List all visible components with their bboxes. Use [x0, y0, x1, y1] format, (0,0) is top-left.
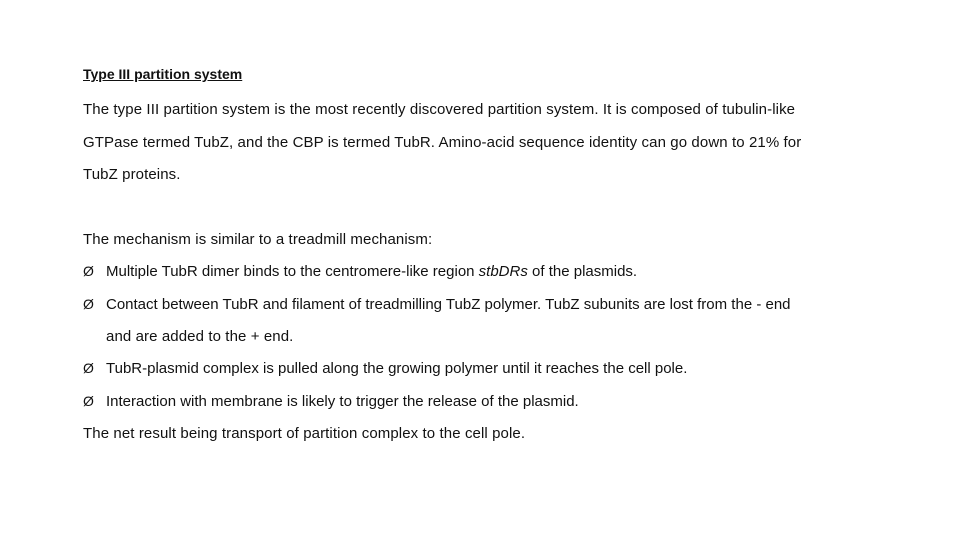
bullet-1-italic-term: stbDRs [478, 263, 528, 280]
arrow-bullet-icon: Ø [83, 360, 94, 376]
intro-line-3: TubZ proteins. [83, 166, 181, 183]
bullet-item-1 [83, 263, 637, 280]
bullet-item-3 [83, 360, 687, 377]
bullet-item-4 [83, 393, 579, 410]
section-heading: Type III partition system [83, 66, 243, 82]
bullet-3-text: TubR-plasmid complex is pulled along the growing polymer until it reaches the cell pole. [106, 360, 688, 377]
mechanism-intro: The mechanism is similar to a treadmill mechanism: [83, 231, 433, 248]
bullet-item-2 [83, 296, 791, 313]
arrow-bullet-icon: Ø [83, 263, 94, 279]
conclusion-text: The net result being transport of partition complex to the cell pole. [83, 425, 526, 442]
bullet-2-text-line-1: Contact between TubR and filament of treadmilling TubZ polymer. TubZ subunits are lost from the - end [106, 296, 791, 313]
bullet-2-text-line-2: and are added to the + end. [106, 328, 294, 345]
arrow-bullet-icon: Ø [83, 393, 94, 409]
bullet-1-text-after: of the plasmids. [527, 263, 638, 280]
bullet-4-text: Interaction with membrane is likely to trigger the release of the plasmid. [106, 393, 579, 410]
intro-line-1: The type III partition system is the most recently discovered partition system. It is composed of tubulin-like [83, 101, 796, 118]
intro-line-2: GTPase termed TubZ, and the CBP is termed TubR. Amino-acid sequence identity can go down to 21% for [83, 134, 802, 151]
arrow-bullet-icon: Ø [83, 296, 94, 312]
bullet-1-text-before: Multiple TubR dimer binds to the centromere-like region [106, 263, 479, 280]
